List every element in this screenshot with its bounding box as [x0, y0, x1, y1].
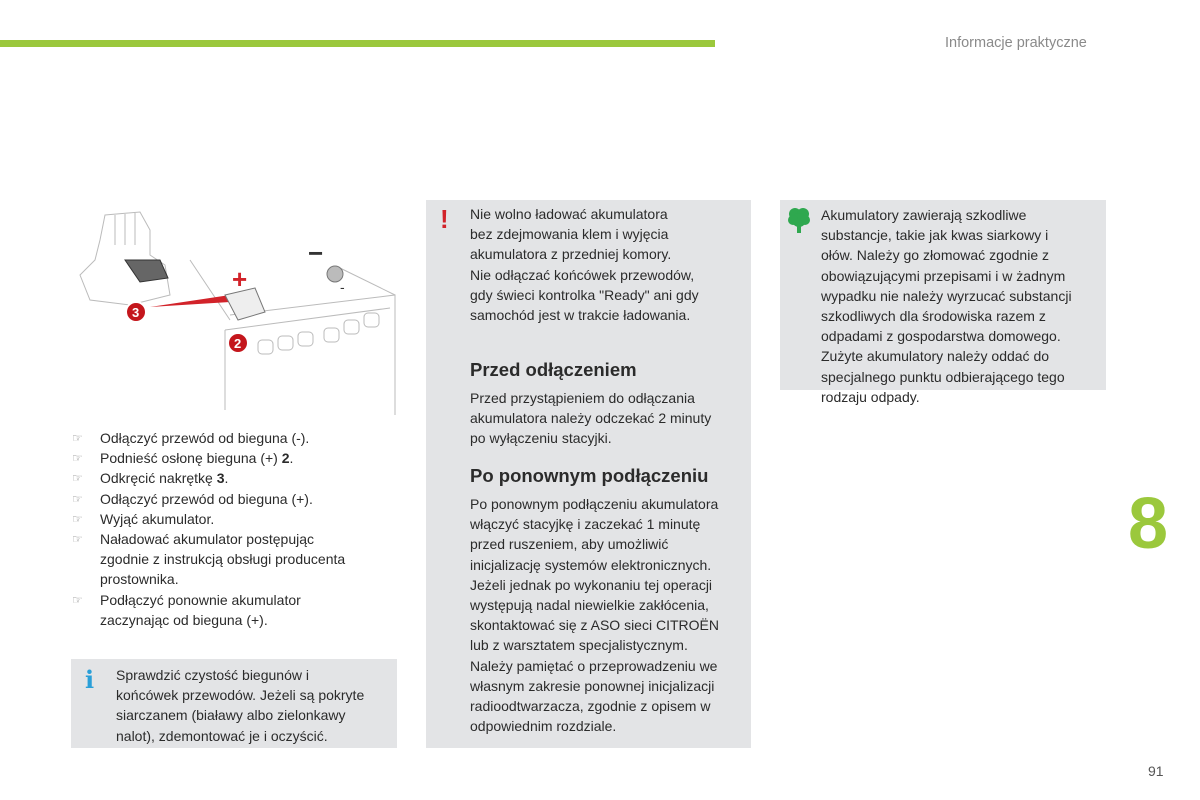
chapter-number: 8 — [1128, 484, 1169, 564]
text-line: przed ruszeniem, aby umożliwić — [470, 536, 669, 553]
step-item — [72, 529, 345, 590]
warning-box — [426, 200, 751, 748]
step-text: prostownika. — [100, 571, 179, 588]
text-line: skontaktować się z ASO sieci CITROËN — [470, 617, 719, 634]
text-line: Nie odłączać końcówek przewodów, — [470, 266, 695, 283]
text-line: radioodtwarzacza, zgodnie z opisem w — [470, 698, 711, 715]
header-accent-bar — [0, 40, 715, 47]
step-item — [72, 590, 345, 630]
step-text-main: Podnieść osłonę bieguna (+) — [100, 450, 282, 467]
text-line: ołów. Należy go złomować zgodnie z — [821, 247, 1050, 264]
after-reconnect-text — [470, 494, 719, 736]
step-text — [100, 448, 345, 468]
step-item — [72, 428, 345, 448]
text-line: po wyłączeniu stacyjki. — [470, 430, 612, 447]
step-text: zaczynając od bieguna (+). — [100, 611, 268, 628]
info-box — [71, 659, 397, 748]
text-line: obowiązującymi przepisami i w żadnym — [821, 267, 1066, 284]
minus-label: − — [308, 238, 324, 268]
step-text — [100, 468, 345, 488]
text-line: występują nadal niewielkie zakłócenia, — [470, 597, 709, 614]
callout-3: 3 — [132, 305, 140, 320]
text-line: Po ponownym podłączeniu akumulatora — [470, 496, 719, 512]
pointing-hand-icon: ☞ — [72, 592, 83, 607]
text-line: Przed przystąpieniem do odłączania — [470, 390, 695, 406]
before-disconnect-text — [470, 388, 711, 449]
text-line: bez zdejmowania klem i wyjęcia — [470, 226, 669, 243]
text-line: odpadami z gospodarstwa domowego. — [821, 328, 1061, 345]
warning-text — [470, 204, 699, 325]
text-line: Akumulatory zawierają szkodliwe — [821, 207, 1027, 223]
step-text-tail: . — [224, 470, 229, 487]
tree-icon — [788, 207, 810, 233]
heading-before-disconnect: Przed odłączeniem — [470, 359, 637, 380]
section-title: Informacje praktyczne — [945, 35, 1087, 51]
text-line: odpowiednim rozdziale. — [470, 718, 617, 735]
text-line: inicjalizację systemów elektronicznych. — [470, 556, 712, 573]
step-text: Odłączyć przewód od bieguna (+). — [100, 490, 313, 507]
text-line: lub z warsztatem specjalistycznym. — [470, 637, 688, 654]
info-text — [116, 665, 364, 746]
pointing-hand-icon: ☞ — [72, 491, 83, 506]
step-text: zgodnie z instrukcją obsługi producenta — [100, 551, 346, 568]
text-line: specjalnego punktu odbierającego tego — [821, 368, 1065, 385]
plus-label: + — [232, 264, 248, 294]
step-reference: 3 — [216, 470, 225, 487]
procedure-steps — [72, 428, 345, 630]
environment-text — [821, 205, 1072, 407]
text-line: Nie wolno ładować akumulatora — [470, 206, 668, 222]
step-text: Odłączyć przewód od bieguna (-). — [100, 430, 310, 446]
pointing-hand-icon: ☞ — [72, 532, 83, 547]
text-line: włączyć stacyjkę i zaczekać 1 minutę — [470, 516, 701, 533]
text-line: rodzaju odpady. — [821, 388, 920, 405]
text-line: Jeżeli jednak po wykonaniu tej operacji — [470, 576, 713, 593]
text-line: siarczanem (białawy albo zielonkawy — [116, 707, 346, 724]
text-line: własnym zakresie ponownej inicjalizacji — [470, 677, 715, 694]
step-reference: 2 — [281, 450, 290, 467]
text-line: nalot), zdemontować je i oczyścić. — [116, 727, 328, 744]
step-item — [72, 468, 345, 488]
minus-small-label: - — [340, 279, 345, 295]
text-line: szkodliwych dla środowiska razem z — [821, 308, 1046, 325]
step-text-tail: . — [289, 450, 294, 467]
step-text: Wyjąć akumulator. — [100, 510, 215, 527]
step-item — [72, 489, 345, 509]
text-line: Należy pamiętać o przeprowadzeniu we — [470, 657, 718, 674]
step-text-main: Odkręcić nakrętkę — [100, 470, 217, 487]
heading-after-reconnect: Po ponownym podłączeniu — [470, 465, 709, 486]
pointing-hand-icon: ☞ — [72, 451, 83, 466]
warning-icon: ! — [440, 204, 449, 234]
callout-2: 2 — [234, 336, 242, 351]
step-text: Podłączyć ponownie akumulator — [100, 591, 301, 608]
pointing-hand-icon: ☞ — [72, 471, 83, 486]
text-line: gdy świeci kontrolka "Ready" ani gdy — [470, 286, 699, 303]
page-number: 91 — [1148, 763, 1164, 779]
text-line: akumulatora należy odczekać 2 minuty — [470, 410, 712, 427]
text-line: samochód jest w trakcie ładowania. — [470, 307, 691, 324]
step-item — [72, 509, 345, 529]
text-line: Sprawdzić czystość biegunów i — [116, 667, 309, 683]
battery-illustration — [70, 200, 400, 415]
text-line: wypadku nie należy wyrzucać substancji — [821, 287, 1072, 304]
pointing-hand-icon: ☞ — [72, 511, 83, 526]
text-line: akumulatora z przedniej komory. — [470, 246, 672, 263]
info-icon: i — [85, 665, 95, 694]
text-line: Zużyte akumulatory należy oddać do — [821, 348, 1050, 365]
text-line: substancje, takie jak kwas siarkowy i — [821, 227, 1049, 244]
step-item — [72, 448, 345, 468]
step-text: Naładować akumulator postępując — [100, 531, 315, 548]
text-line: końcówek przewodów. Jeżeli są pokryte — [116, 687, 365, 704]
pointing-hand-icon: ☞ — [72, 431, 83, 445]
environment-box — [780, 200, 1106, 405]
